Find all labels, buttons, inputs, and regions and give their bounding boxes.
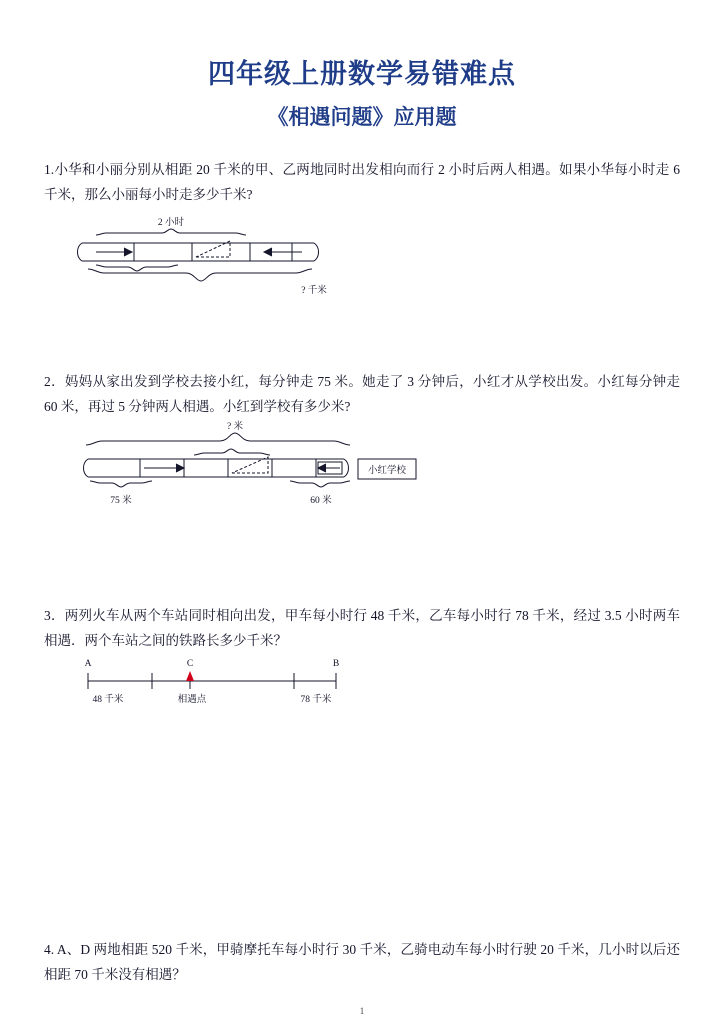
spacer-2 (44, 529, 680, 603)
q3-point-a: A (84, 659, 92, 669)
question-4-text: 4. A、D 两地相距 520 千米，甲骑摩托车每小时行 30 千米，乙骑电动车每小时行驶 20 千米，几小时以后还相距 70 千米没有相遇？ (44, 942, 680, 982)
question-1-text: 1.小华和小丽分别从相距 20 千米的甲、乙两地同时出发相向而行 2 小时后两人相遇。如果小华每小时走 6 千米，那么小丽每小时走多少千米? (44, 162, 680, 202)
question-2-text: 2．妈妈从家出发到学校去接小红，每分钟走 75 米。她走了 3 分钟后，小红才从学校出发。小红每分钟走 60 米，再过 5 分钟两人相遇。小红到学校有多少米? (44, 374, 680, 414)
q2-top-label: ? 米 (226, 422, 244, 432)
q2-right-label: 60 米 (310, 496, 332, 506)
q3-point-c: C (186, 659, 194, 669)
page-title: 四年级上册数学易错难点 (208, 59, 516, 89)
question-3-text: 3．两列火车从两个车站同时相向出发，甲车每小时行 48 千米，乙车每小时行 78 千米，经过 3.5 小时两车相遇．两个车站之间的铁路长多少千米？ (44, 608, 680, 648)
meeting-point-marker (186, 671, 194, 681)
question-3-figure (44, 653, 680, 713)
q1-bottom-label: ? 千米 (301, 286, 327, 296)
spacer-3 (44, 713, 680, 937)
q2-side-label: 小红学校 (367, 466, 407, 476)
q3-left-label: 48 千米 (92, 695, 124, 705)
spacer-1 (44, 297, 680, 369)
q1-top-label: 2 小时 (157, 218, 185, 228)
q2-left-label: 75 米 (110, 496, 132, 506)
document-content (44, 157, 680, 987)
question-2-figure (44, 419, 680, 529)
page-subtitle: 《相遇问题》应用题 (267, 105, 457, 129)
q3-right-label: 78 千米 (300, 695, 332, 705)
page-number: 1 (359, 1006, 365, 1016)
q3-point-b: B (332, 659, 340, 669)
question-1-figure (44, 207, 680, 297)
q3-center-label: 相遇点 (177, 695, 207, 705)
